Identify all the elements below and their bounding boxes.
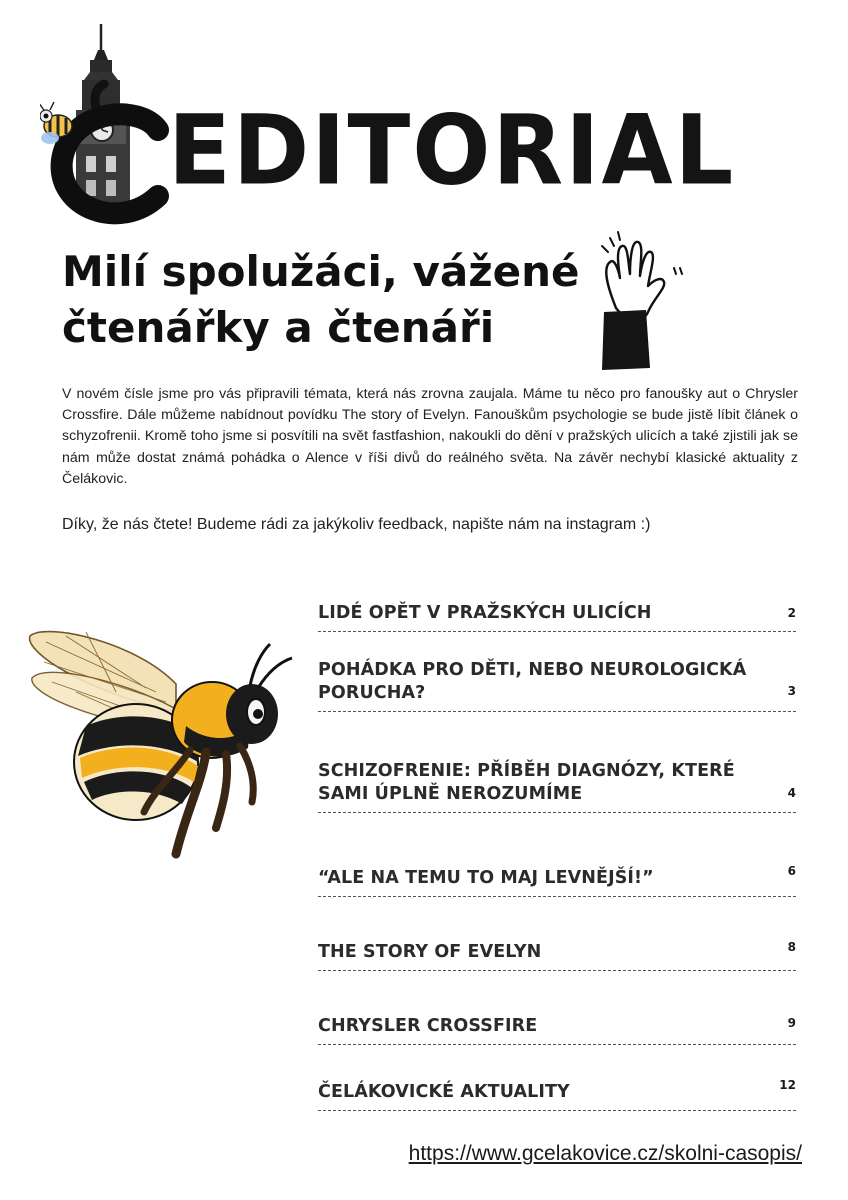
toc-item-page: 8 bbox=[787, 940, 796, 954]
toc-item-page: 4 bbox=[787, 786, 796, 800]
toc-item-title: THE STORY OF EVELYN bbox=[318, 942, 542, 962]
toc-item-title: ČELÁKOVICKÉ AKTUALITY bbox=[318, 1082, 570, 1102]
page-headline bbox=[62, 244, 602, 356]
toc-item[interactable] bbox=[318, 650, 796, 712]
intro-paragraph: V novém čísle jsme pro vás připravili témata, která nás zrovna zaujala. Máme tu něco pro fanoušky aut o Chrysler Crossfire. Dále můžeme nabídnout povídku The story of Evelyn. Fanouškům psychologie se bude jistě líbit článek o schyzofrenii. Kromě toho jsme si posvítili na svět fastfashion, nakoukli do dění v pražských ulicích a také zjistili jak se nám může dostat známá pohádka o Alence v říši divů do reálného světa. Na závěr nechybí klasické aktuality z Čelákovic. bbox=[62, 386, 798, 487]
toc-item-title: SCHIZOFRENIE: PŘÍBĚH DIAGNÓZY, KTERÉ SAMI ÚPLNĚ NEROZUMÍME bbox=[318, 761, 735, 804]
editorial-title: EDITORIAL bbox=[168, 94, 736, 207]
toc-item[interactable] bbox=[318, 1006, 796, 1045]
toc-item[interactable] bbox=[318, 594, 796, 632]
toc-item-page: 6 bbox=[787, 864, 796, 878]
toc-item-page: 9 bbox=[787, 1016, 796, 1030]
toc-item[interactable] bbox=[318, 850, 796, 897]
toc-item-title: POHÁDKA PRO DĚTI, NEBO NEUROLOGICKÁ PORUCHA? bbox=[318, 660, 747, 703]
toc-item-title: CHRYSLER CROSSFIRE bbox=[318, 1016, 538, 1036]
toc-item[interactable] bbox=[318, 930, 796, 971]
toc-item[interactable] bbox=[318, 752, 796, 813]
headline-line-1: Milí spolužáci, vážené bbox=[62, 247, 580, 296]
toc-item-page: 12 bbox=[779, 1078, 796, 1092]
toc-item[interactable] bbox=[318, 1074, 796, 1111]
toc-item-title: LIDÉ OPĚT V PRAŽSKÝCH ULICÍCH bbox=[318, 603, 652, 623]
waving-hand-icon bbox=[588, 228, 698, 378]
toc-item-page: 3 bbox=[787, 684, 796, 698]
thanks-paragraph: Díky, že nás čtete! Budeme rádi za jakýkoliv feedback, napište nám na instagram :) bbox=[62, 516, 651, 533]
toc-item-title: “ALE NA TEMU TO MAJ LEVNĚJŠÍ!” bbox=[318, 868, 654, 888]
footer-url-link[interactable]: https://www.gcelakovice.cz/skolni-casopis/ bbox=[408, 1142, 802, 1165]
headline-line-2: čtenářky a čtenáři bbox=[62, 303, 495, 352]
bumblebee-icon bbox=[26, 622, 296, 872]
toc-item-page: 2 bbox=[787, 606, 796, 620]
